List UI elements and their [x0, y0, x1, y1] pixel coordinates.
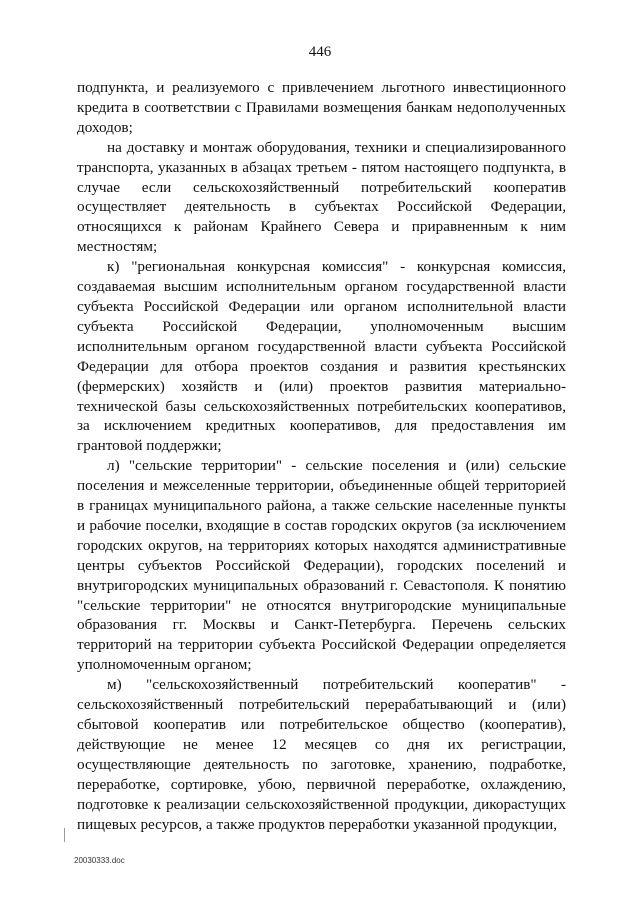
paragraph-l-rural-territories: л) "сельские территории" - сельские поселения и (или) сельские поселения и межселенные территории, объединенные общей территорией в границах муниципального района, а также сельские населенные пункты и рабочие поселки, входящие в состав городских округов (за исключением городских округов, на территориях которых находятся административные центры субъектов Российской Федерации), городских поселений и внутригородских муниципальных образований г. Севастополя. К понятию "сельские территории" не относятся внутригородские муниципальные образования гг. Москвы и Санкт-Петербурга. Перечень сельских территорий на территории субъекта Российской Федерации определяется уполномоченным органом; — [77, 457, 566, 674]
document-body — [77, 78, 566, 834]
paragraph-k-regional-commission: к) "региональная конкурсная комиссия" - конкурсная комиссия, создаваемая высшим исполнительным органом государственной власти субъекта Российской Федерации или органом исполнительной власти субъекта Российской Федерации, уполномоченным высшим исполнительным органом государственной власти субъекта Российской Федерации для отбора проектов создания и развития крестьянских (фермерских) хозяйств и (или) проектов развития материально-технической базы сельскохозяйственных потребительских кооперативов, за исключением кредитных кооперативов, для предоставления им грантовой поддержки; — [77, 258, 566, 455]
footer-filename: 20030333.doc — [74, 856, 125, 865]
paragraph-m-cooperative: м) "сельскохозяйственный потребительский кооператив" - сельскохозяйственный потребительский перерабатывающий и (или) сбытовой кооператив или потребительское общество (кооператив), действующие не менее 12 месяцев со дня их регистрации, осуществляющие деятельность по заготовке, хранению, подработке, переработке, сортировке, убою, первичной переработке, охлаждению, подготовке к реализации сельскохозяйственной продукции, дикорастущих пищевых ресурсов, а также продуктов переработки указанной продукции, — [77, 676, 566, 833]
margin-mark — [64, 828, 65, 842]
paragraph-delivery-installation: на доставку и монтаж оборудования, техники и специализированного транспорта, указанных в абзацах третьем - пятом настоящего подпункта, в случае если сельскохозяйственный потребительский кооператив осуществляет деятельность в субъектах Российской Федерации, относящихся к районам Крайнего Севера и приравненным к ним местностям; — [77, 138, 566, 256]
paragraph-continuation: подпункта, и реализуемого с привлечением льготного инвестиционного кредита в соответствии с Правилами возмещения банкам недополученных доходов; — [77, 79, 566, 136]
page-number: 446 — [308, 44, 332, 60]
